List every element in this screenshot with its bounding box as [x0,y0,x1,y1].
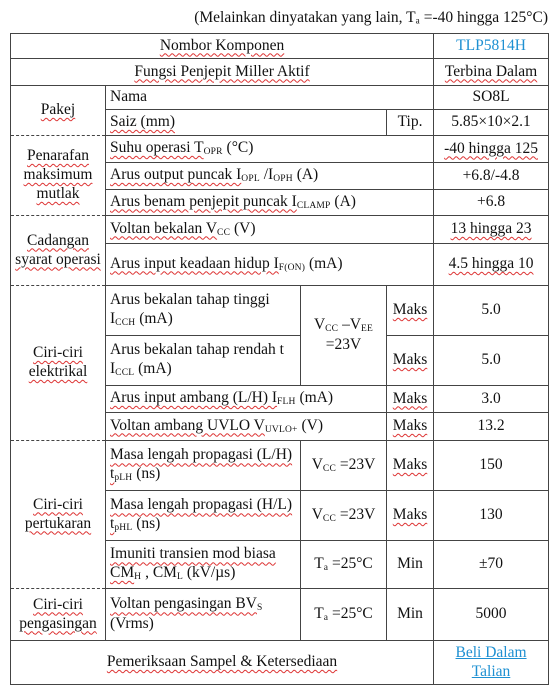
on-state-current-value: 4.5 hingga 10 [434,244,549,286]
electrical-group: Ciri-ciri elektrikal [11,286,106,441]
threshold-current-label: Arus input ambang (L/H) $I_{FLH}$ (mA) [106,386,387,413]
operating-temp-value: -40 hingga 125 [434,136,549,163]
threshold-current-value: 3.0 [434,386,549,413]
part-number-label: Nombor Komponen [11,34,434,59]
prop-delay-hl-label: Masa lengah propagasi (H/L) $t_{pHL}$ (ns) [106,491,301,541]
table-row [11,589,549,641]
uvlo-voltage-value: 13.2 [434,413,549,441]
cm-transient-tag: Min [387,541,434,589]
conditions-note: (Melainkan dinyatakan yang lain, Tₐ =-40 hingga 125°C) [194,9,548,26]
supply-voltage-label: Voltan bekalan $V_{CC}$ (V) [106,216,434,244]
package-name-label: Nama [106,86,434,110]
on-state-current-label: Arus input keadaan hidup $I_{F(ON)}$ (mA) [106,244,434,286]
package-name-value: SO8L [434,86,549,110]
buy-online-link[interactable]: Beli Dalam Talian [455,643,527,680]
switching-group: Ciri-ciri pertukaran [11,441,106,589]
operating-temp-label: Suhu operasi $T_{OPR}$ (°C) [106,136,434,163]
isolation-group: Ciri-ciri pengasingan [11,589,106,641]
peak-clamp-current-value: +6.8 [434,190,549,216]
prop-delay-lh-value: 150 [434,441,549,491]
package-size-label: Saiz (mm) [106,110,387,136]
prop-delay-lh-condition: $V_{CC} =23V$ [301,441,387,491]
isolation-voltage-label: Voltan pengasingan $BV_S$ (Vrms) [106,589,301,641]
isolation-voltage-tag: Min [387,589,434,641]
supply-current-high-label: Arus bekalan tahap tinggi $I_{CCH}$ (mA) [106,286,301,336]
threshold-current-tag: Maks [387,386,434,413]
function-label: Fungsi Penjepit Miller Aktif [11,59,434,86]
prop-delay-hl-tag: Maks [387,491,434,541]
cm-transient-label: Imuniti transien mod biasa $CM_H$ , $CM_L$ (kV/µs) [106,541,301,589]
cm-transient-condition: $T_a =25^\circ C$ [301,541,387,589]
spec-table [10,33,549,685]
supply-current-low-tag: Maks [387,336,434,386]
prop-delay-lh-label: Masa lengah propagasi (L/H) $t_{pLH}$ (ns) [106,441,301,491]
table-row [11,59,549,86]
table-row [11,441,549,491]
supply-current-high-tag: Maks [387,286,434,336]
table-row [11,136,549,163]
table-row [11,216,549,244]
package-group: Pakej [11,86,106,136]
supply-current-high-value: 5.0 [434,286,549,336]
package-size-tag: Tip. [387,110,434,136]
part-number-value: TLP5814H [434,34,549,59]
prop-delay-hl-condition: $V_{CC} =23V$ [301,491,387,541]
prop-delay-lh-tag: Maks [387,441,434,491]
uvlo-voltage-tag: Maks [387,413,434,441]
supply-voltage-value: 13 hingga 23 [434,216,549,244]
cm-transient-value: ±70 [434,541,549,589]
isolation-voltage-value: 5000 [434,589,549,641]
sample-availability-label: Pemeriksaan Sampel & Ketersediaan [11,641,434,685]
supply-current-low-label: Arus bekalan tahap rendah t $I_{CCL}$ (mA) [106,336,301,386]
table-row [11,286,549,336]
uvlo-voltage-label: Voltan ambang UVLO $V_{UVLO+}$ (V) [106,413,387,441]
table-row [11,86,549,110]
max-ratings-group: Penarafan maksimum mutlak [11,136,106,216]
function-value: Terbina Dalam [434,59,549,86]
supply-current-low-value: 5.0 [434,336,549,386]
isolation-voltage-condition: $T_a =25^\circ C$ [301,589,387,641]
electrical-condition: $V_{CC}$ $-V_{EE}$ =23V [301,286,387,386]
buy-online-cell [434,641,549,685]
peak-output-current-value: +6.8/-4.8 [434,163,549,190]
table-row [11,641,549,685]
table-row [11,34,549,59]
peak-output-current-label: Arus output puncak $I_{OPL}$ $/I_{OPH}$ (A) [106,163,434,190]
recommended-group: Cadangan syarat operasi [11,216,106,286]
peak-clamp-current-label: Arus benam penjepit puncak $I_{CLAMP}$ (A) [106,190,434,216]
package-size-value: 5.85×10×2.1 [434,110,549,136]
prop-delay-hl-value: 130 [434,491,549,541]
